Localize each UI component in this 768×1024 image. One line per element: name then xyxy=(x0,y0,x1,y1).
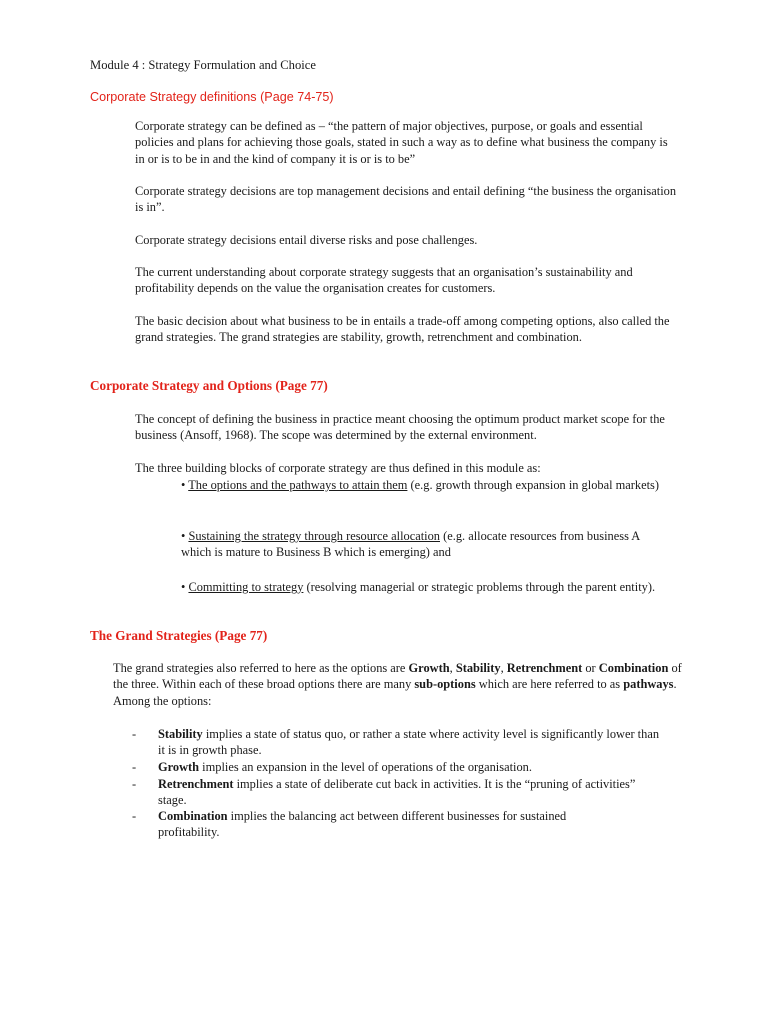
bullet-text: (resolving managerial or strategic problems through the parent entity). xyxy=(303,580,656,594)
list-item xyxy=(158,808,628,841)
bullet-item xyxy=(181,528,651,561)
paragraph: The basic decision about what business to be in entails a trade-off among competing options, also called the grand strategies. The grand strategies are stability, growth, retrenchment and combination. xyxy=(135,314,670,345)
bullet-icon: • xyxy=(181,529,186,543)
intro-bold: Combination xyxy=(598,661,669,675)
section-heading-definitions: Corporate Strategy definitions (Page 74-75) xyxy=(90,90,334,104)
list-item-text: implies the balancing act between different businesses for sustained profitability. xyxy=(158,809,567,840)
dash-marker: - xyxy=(132,809,137,823)
intro-paragraph xyxy=(113,660,683,709)
list-item-term: Growth xyxy=(158,760,200,774)
paragraph: The concept of defining the business in practice meant choosing the optimum product market scope for the business (Ansoff, 1968). The scope was determined by the external environment. xyxy=(135,412,665,443)
paragraph: The three building blocks of corporate strategy are thus defined in this module as: xyxy=(135,461,541,475)
bullet-text: (e.g. growth through expansion in global markets) xyxy=(407,478,659,492)
bullet-underlined-text: Sustaining the strategy through resource allocation xyxy=(188,529,440,543)
intro-bold: sub-options xyxy=(414,677,476,692)
intro-bold: Stability xyxy=(455,661,501,675)
intro-text: or xyxy=(582,661,599,675)
paragraph: The current understanding about corporate strategy suggests that an organisation’s sustainability and profitability depends on the value the organisation creates for customers. xyxy=(135,265,633,296)
bullet-item xyxy=(181,579,681,595)
paragraph: Corporate strategy can be defined as – “the pattern of major objectives, purpose, or goals and essential policies and plans for achieving those goals, stated in such a way as to define what business the company is in or is to be in and the kind of company it is or is to be” xyxy=(135,119,668,166)
intro-text: The grand strategies also referred to here as the options are xyxy=(113,661,409,675)
intro-text: . Among the options: xyxy=(113,677,677,708)
list-item-term: Combination xyxy=(158,809,228,823)
intro-text: of the three. Within each of these broad options there are many xyxy=(113,661,682,692)
page-title: Module 4 : Strategy Formulation and Choice xyxy=(90,58,316,72)
bullet-item xyxy=(181,477,681,493)
bullet-text: (e.g. allocate resources from business A which is mature to Business B which is emerging) and xyxy=(181,529,640,560)
bullet-icon: • xyxy=(181,580,186,594)
list-item-text: implies a state of deliberate cut back in activities. It is the “pruning of activities” stage. xyxy=(158,777,636,808)
intro-text: , xyxy=(449,661,456,675)
intro-text: which are here referred to as xyxy=(475,677,624,692)
intro-bold: Growth xyxy=(408,661,450,675)
paragraph: Corporate strategy decisions are top management decisions and entail defining “the business the organisation is in”. xyxy=(135,184,677,215)
list-item-term: Stability xyxy=(158,727,203,741)
dash-marker: - xyxy=(132,777,137,791)
list-item-term: Retrenchment xyxy=(158,777,234,791)
bullet-icon: • xyxy=(181,478,186,492)
section-heading-grand-strategies: The Grand Strategies (Page 77) xyxy=(90,628,268,643)
bullet-underlined-text: Committing to strategy xyxy=(188,580,304,594)
paragraph: Corporate strategy decisions entail diverse risks and pose challenges. xyxy=(135,233,478,247)
list-item-text: implies an expansion in the level of operations of the organisation. xyxy=(199,760,532,774)
intro-bold: Retrenchment xyxy=(506,661,583,675)
dash-marker: - xyxy=(132,727,137,741)
intro-text: , xyxy=(500,661,507,675)
intro-bold: pathways xyxy=(623,677,674,692)
dash-marker: - xyxy=(132,760,137,774)
list-item xyxy=(158,776,638,809)
list-item xyxy=(158,726,663,759)
bullet-underlined-text: The options and the pathways to attain them xyxy=(188,478,408,492)
section-heading-options: Corporate Strategy and Options (Page 77) xyxy=(90,378,328,393)
list-item-text: implies a state of status quo, or rather a state where activity level is significantly lower than it is in growth phase. xyxy=(158,727,660,758)
list-item xyxy=(158,759,668,775)
